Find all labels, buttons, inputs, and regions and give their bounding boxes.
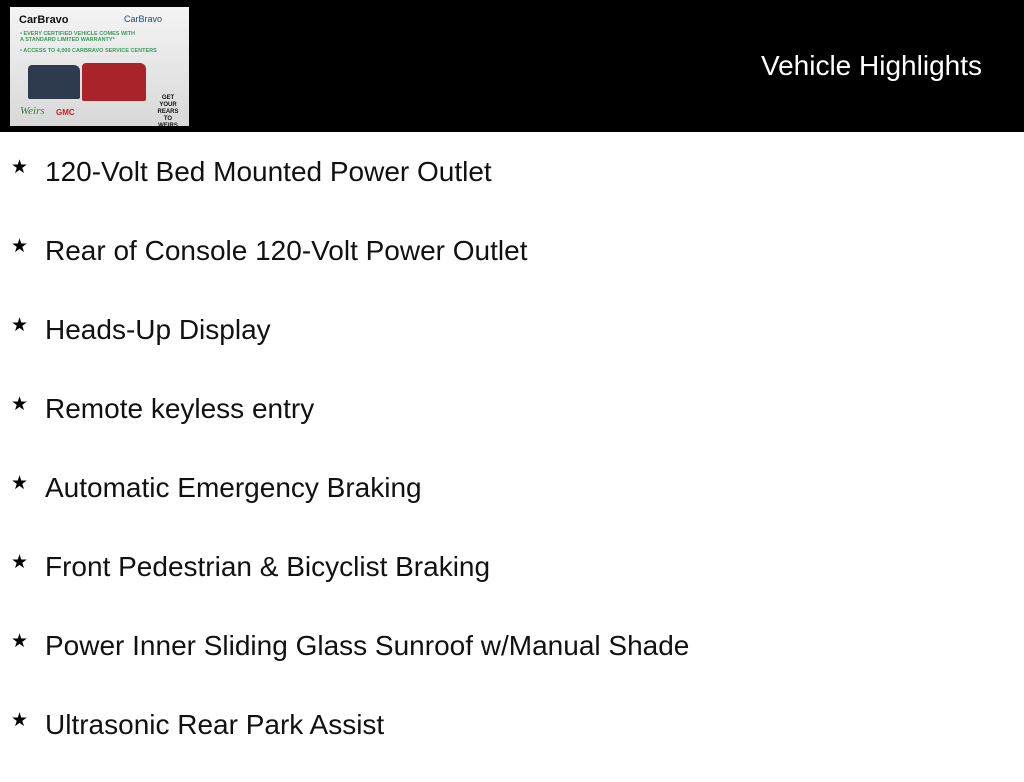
logo-make: GMC [56, 108, 75, 117]
star-icon: ★ [11, 157, 29, 178]
star-icon: ★ [11, 394, 29, 415]
logo-dealer: Weirs [20, 105, 45, 117]
star-icon: ★ [11, 315, 29, 336]
star-icon: ★ [11, 552, 29, 573]
logo-bullet: • EVERY CERTIFIED VEHICLE COMES WITH A STANDARD LIMITED WARRANTY* [20, 31, 135, 43]
star-icon: ★ [11, 236, 29, 257]
highlight-label: Automatic Emergency Braking [45, 472, 422, 503]
truck-image [82, 63, 146, 101]
logo-brand-right: CarBravo [124, 14, 163, 24]
header-bar [0, 0, 1024, 132]
highlight-label: Rear of Console 120-Volt Power Outlet [45, 235, 528, 266]
car-image [28, 65, 80, 99]
logo-brand: CarBravo [19, 14, 69, 26]
star-icon: ★ [11, 631, 29, 652]
highlight-label: Remote keyless entry [45, 393, 315, 424]
logo-slogan: GET YOUR REARS TO WEIRS [157, 95, 179, 126]
highlight-label: Power Inner Sliding Glass Sunroof w/Manual Shade [45, 630, 690, 661]
star-icon: ★ [11, 710, 29, 731]
highlight-label: Ultrasonic Rear Park Assist [45, 709, 385, 740]
highlight-label: Heads-Up Display [45, 314, 271, 345]
highlight-label: Front Pedestrian & Bicyclist Braking [45, 551, 491, 582]
dealer-logo [10, 7, 189, 126]
highlight-label: 120-Volt Bed Mounted Power Outlet [45, 156, 492, 187]
page-title: Vehicle Highlights [760, 50, 982, 81]
star-icon: ★ [11, 473, 29, 494]
logo-bullet: • ACCESS TO 4,000 CARBRAVO SERVICE CENTERS [20, 48, 157, 54]
